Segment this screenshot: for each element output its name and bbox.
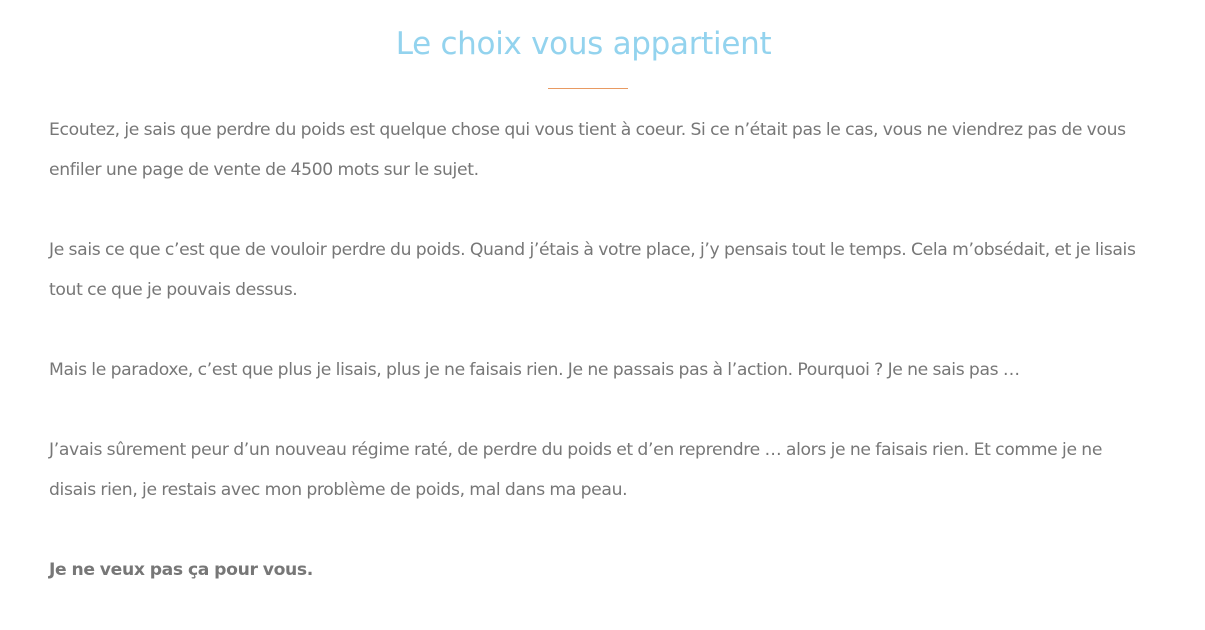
section-title: Le choix vous appartient xyxy=(395,26,772,62)
body-text xyxy=(49,110,1149,630)
paragraph-2: Je sais ce que c’est que de vouloir perdre du poids. Quand j’étais à votre place, j’y pensais tout le temps. Cela m’obsédait, et je lisais tout ce que je pouvais dessus. xyxy=(49,240,1136,300)
paragraph-1: Ecoutez, je sais que perdre du poids est quelque chose qui vous tient à coeur. Si ce n’était pas le cas, vous ne viendrez pas de vous enfiler une page de vente de 4500 mots sur le sujet. xyxy=(49,120,1126,180)
paragraph-3: Mais le paradoxe, c’est que plus je lisais, plus je ne faisais rien. Je ne passais pas à l’action. Pourquoi ? Je ne sais pas … xyxy=(49,360,1020,380)
title-divider xyxy=(548,88,628,89)
closing-statement: Je ne veux pas ça pour vous. xyxy=(49,560,313,580)
paragraph-4: J’avais sûrement peur d’un nouveau régime raté, de perdre du poids et d’en reprendre … alors je ne faisais rien. Et comme je ne disais rien, je restais avec mon problème de poids, mal dans ma peau. xyxy=(49,440,1103,500)
